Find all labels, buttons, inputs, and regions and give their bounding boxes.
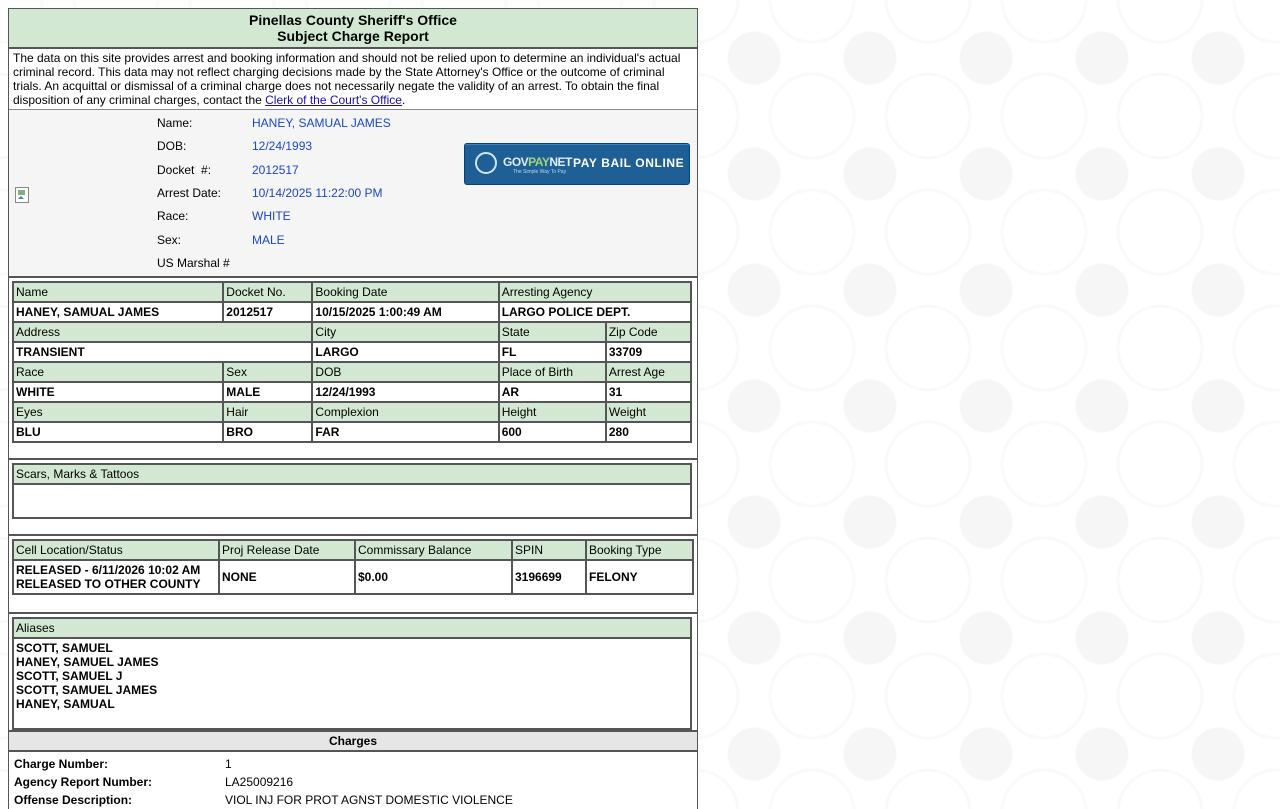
summary-sex-label: Sex: xyxy=(157,233,182,247)
detail-arrest-age: 31 xyxy=(606,382,691,402)
col-header-race: Race xyxy=(13,362,223,382)
govpaynet-brand xyxy=(503,155,572,169)
table-row xyxy=(13,402,691,422)
detail-arresting-agency: LARGO POLICE DEPT. xyxy=(499,302,691,322)
charge-number-label: Charge Number: xyxy=(14,757,109,771)
booking-type: FELONY xyxy=(586,560,693,594)
scars-section xyxy=(9,460,697,536)
table-row xyxy=(13,618,691,638)
subject-details-table xyxy=(12,281,692,443)
detail-booking-date: 10/15/2025 1:00:49 AM xyxy=(312,302,498,322)
col-header-sex: Sex xyxy=(223,362,312,382)
summary-race-label: Race: xyxy=(157,209,189,223)
charge-number: 1 xyxy=(225,757,232,771)
charges-section xyxy=(9,752,697,809)
list-item: SCOTT, SAMUEL J xyxy=(16,669,123,683)
charge-number-row xyxy=(9,755,697,773)
disclaimer-text: The data on this site provides arrest and booking information and should not be relied upon to determine an individual's actual criminal record. This data may not reflect charging decisions made by the State Attorney's Office or the outcome of criminal trials. An acquittal or dismissal of a criminal charge does not necessarily negate the validity of an arrest. To obtain the final disposition of any criminal charges, contact the xyxy=(13,51,681,107)
col-header-booking-type: Booking Type xyxy=(586,540,693,560)
table-row xyxy=(13,322,691,342)
brand-pay: PAY xyxy=(528,155,550,169)
col-header-dob: DOB xyxy=(312,362,498,382)
col-header-hair: Hair xyxy=(223,402,312,422)
list-item: SCOTT, SAMUEL xyxy=(16,641,113,655)
detail-state: FL xyxy=(499,342,606,362)
agency-report-row xyxy=(9,773,697,791)
detail-city: LARGO xyxy=(312,342,498,362)
table-row xyxy=(13,362,691,382)
table-row xyxy=(13,560,693,594)
detail-eyes: BLU xyxy=(13,422,223,442)
clerk-of-court-link[interactable]: Clerk of the Court's Office xyxy=(265,93,402,107)
brand-gov: GOV xyxy=(503,155,529,169)
summary-docket: 2012517 xyxy=(252,163,299,177)
charges-header: Charges xyxy=(9,730,697,752)
detail-race: WHITE xyxy=(13,382,223,402)
broken-image-icon xyxy=(15,187,31,203)
detail-name: HANEY, SAMUAL JAMES xyxy=(13,302,223,322)
table-row xyxy=(13,464,691,484)
pay-bail-label: PAY BAIL ONLINE xyxy=(573,156,685,170)
col-header-docket: Docket No. xyxy=(223,282,312,302)
spin-number: 3196699 xyxy=(512,560,586,594)
summary-dob-label: DOB: xyxy=(157,139,187,153)
proj-release-date: NONE xyxy=(219,560,355,594)
list-item: HANEY, SAMUAL xyxy=(16,697,115,711)
summary-marshal-row xyxy=(157,255,252,271)
summary-arrest-date: 10/14/2025 11:22:00 PM xyxy=(252,186,383,200)
agency-report-label: Agency Report Number: xyxy=(14,775,153,789)
col-header-weight: Weight xyxy=(606,402,691,422)
custody-section xyxy=(9,536,697,614)
aliases-section xyxy=(9,614,697,730)
pay-bail-online-button[interactable] xyxy=(464,143,690,185)
summary-marshal-label: US Marshal # xyxy=(157,256,230,270)
col-header-city: City xyxy=(312,322,498,342)
summary-name: HANEY, SAMUAL JAMES xyxy=(252,116,391,130)
table-row xyxy=(13,540,693,560)
disclaimer xyxy=(9,49,697,110)
col-header-address: Address xyxy=(13,322,312,342)
detail-complexion: FAR xyxy=(312,422,498,442)
cell-location-status xyxy=(13,560,219,594)
cell-status-line1: RELEASED - 6/11/2026 10:02 AM xyxy=(16,563,201,577)
col-header-arresting-agency: Arresting Agency xyxy=(499,282,691,302)
summary-race: WHITE xyxy=(252,209,291,223)
disclaimer-end: . xyxy=(401,93,406,107)
detail-dob: 12/24/1993 xyxy=(312,382,498,402)
table-row xyxy=(13,302,691,322)
summary-dob: 12/24/1993 xyxy=(252,139,313,153)
col-header-state: State xyxy=(499,322,606,342)
summary-name-label: Name: xyxy=(157,116,193,130)
summary-docket-label: Docket #: xyxy=(157,163,212,177)
detail-docket: 2012517 xyxy=(223,302,312,322)
offense-description: VIOL INJ FOR PROT AGNST DOMESTIC VIOLENCE xyxy=(225,793,513,807)
detail-hair: BRO xyxy=(223,422,312,442)
aliases-list xyxy=(13,638,691,729)
detail-address: TRANSIENT xyxy=(13,342,312,362)
detail-height: 600 xyxy=(499,422,606,442)
col-header-place-of-birth: Place of Birth xyxy=(499,362,606,382)
table-row xyxy=(13,484,691,518)
summary-sex-row xyxy=(157,232,285,248)
offense-row xyxy=(9,791,697,809)
table-row xyxy=(13,342,691,362)
summary-arrest-label: Arrest Date: xyxy=(157,186,222,200)
table-row xyxy=(13,422,691,442)
summary-race-row xyxy=(157,208,291,224)
govpaynet-logo-icon xyxy=(475,152,497,174)
agency-title: Pinellas County Sheriff's Office xyxy=(249,12,457,28)
detail-weight: 280 xyxy=(606,422,691,442)
report-title: Subject Charge Report xyxy=(277,28,429,44)
scars-value xyxy=(13,484,691,518)
summary-dob-row xyxy=(157,138,312,154)
list-item: HANEY, SAMUEL JAMES xyxy=(16,655,159,669)
subject-summary xyxy=(9,110,697,278)
custody-table xyxy=(12,539,694,595)
col-header-commissary: Commissary Balance xyxy=(355,540,512,560)
commissary-balance: $0.00 xyxy=(355,560,512,594)
col-header-zip: Zip Code xyxy=(606,322,691,342)
table-row xyxy=(13,638,691,729)
col-header-eyes: Eyes xyxy=(13,402,223,422)
col-header-booking-date: Booking Date xyxy=(312,282,498,302)
col-header-cell-location: Cell Location/Status xyxy=(13,540,219,560)
detail-sex: MALE xyxy=(223,382,312,402)
summary-docket-row xyxy=(157,162,299,178)
scars-header: Scars, Marks & Tattoos xyxy=(13,464,691,484)
aliases-header: Aliases xyxy=(13,618,691,638)
brand-net: NET xyxy=(549,155,572,169)
table-row xyxy=(13,382,691,402)
scars-table xyxy=(12,463,692,519)
subject-details xyxy=(9,278,697,460)
aliases-table xyxy=(12,617,692,730)
col-header-spin: SPIN xyxy=(512,540,586,560)
cell-status-line2: RELEASED TO OTHER COUNTY xyxy=(16,577,201,591)
detail-zip: 33709 xyxy=(606,342,691,362)
subject-charge-report xyxy=(8,8,698,809)
agency-report-number: LA25009216 xyxy=(225,775,294,789)
offense-label: Offense Description: xyxy=(14,793,133,807)
col-header-arrest-age: Arrest Age xyxy=(606,362,691,382)
summary-sex: MALE xyxy=(252,233,285,247)
summary-arrest-row xyxy=(157,185,383,201)
col-header-proj-release: Proj Release Date xyxy=(219,540,355,560)
list-item: SCOTT, SAMUEL JAMES xyxy=(16,683,158,697)
col-header-complexion: Complexion xyxy=(312,402,498,422)
col-header-name: Name xyxy=(13,282,223,302)
report-header xyxy=(9,9,697,49)
table-row xyxy=(13,282,691,302)
detail-place-of-birth: AR xyxy=(499,382,606,402)
govpaynet-tagline: The Simple Way To Pay xyxy=(513,169,567,175)
summary-name-row xyxy=(157,115,391,131)
col-header-height: Height xyxy=(499,402,606,422)
